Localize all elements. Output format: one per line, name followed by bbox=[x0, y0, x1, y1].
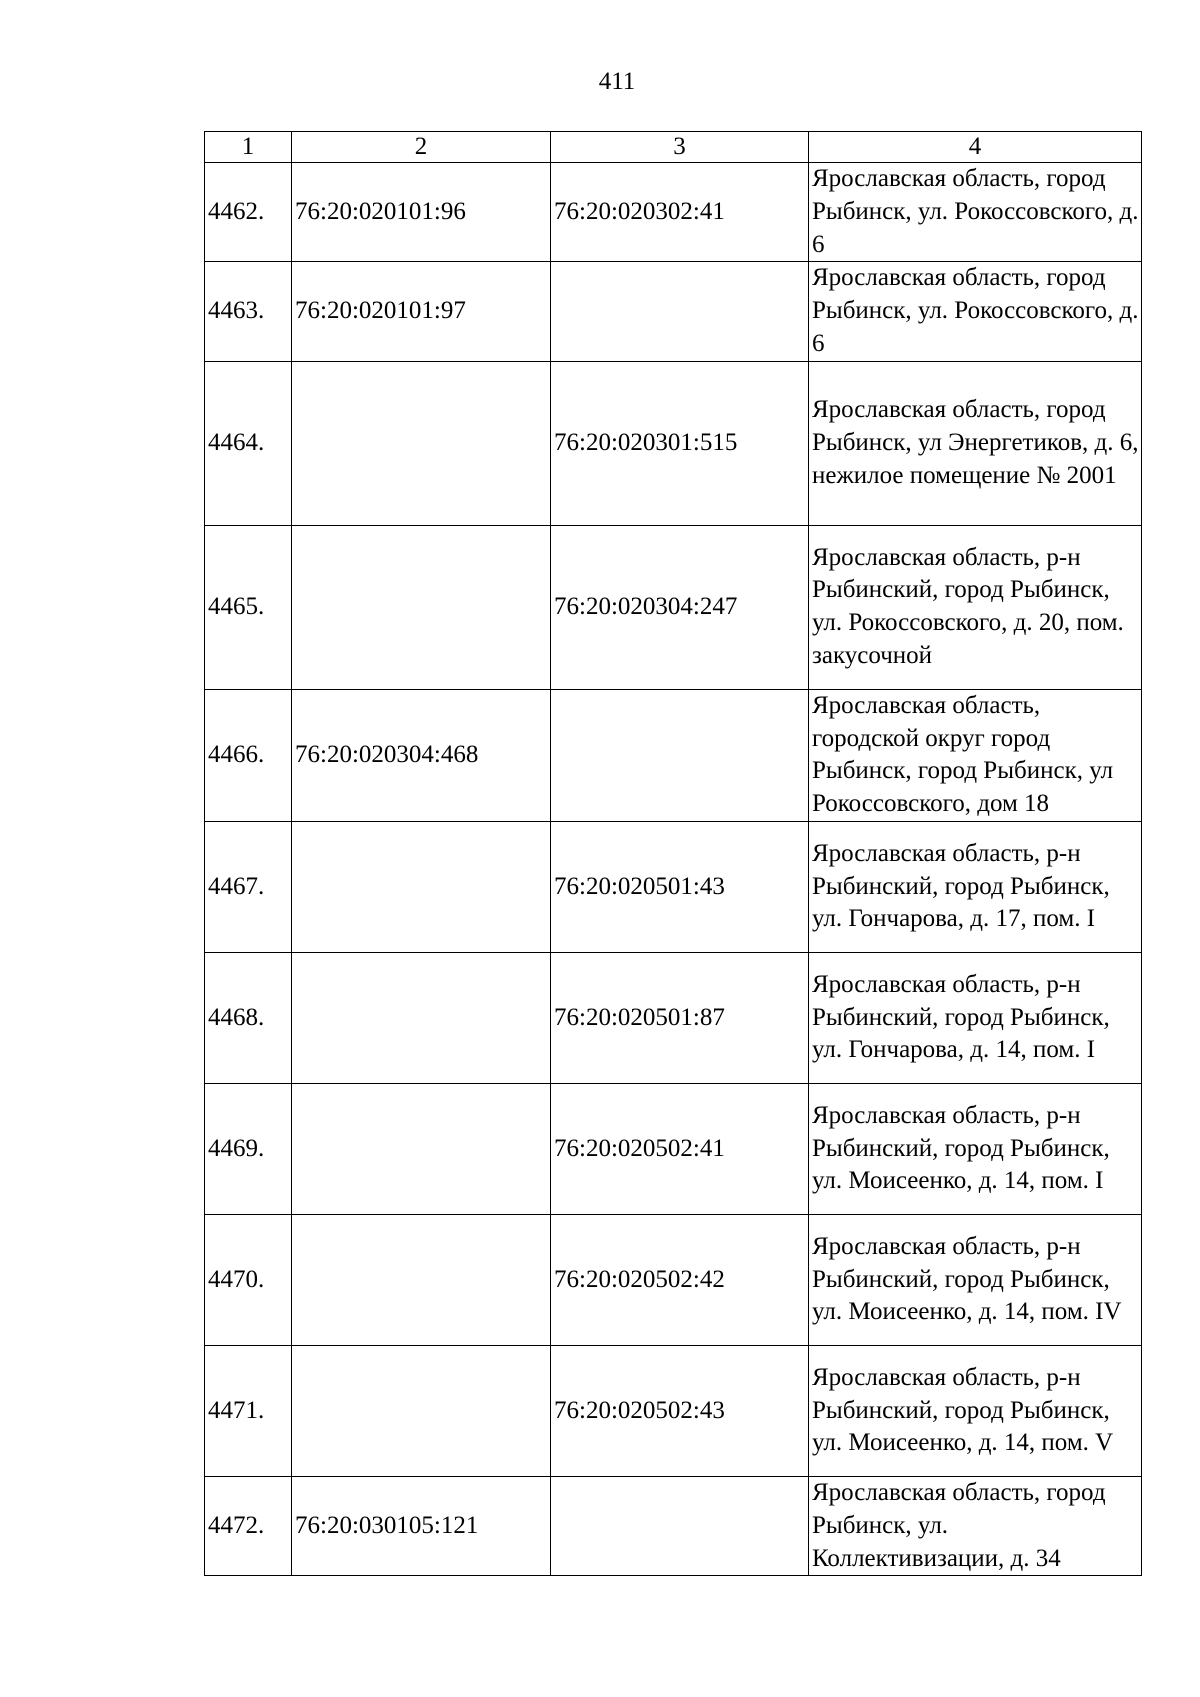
page-number: 411 bbox=[598, 68, 636, 95]
cadastral-number-col2-cell bbox=[292, 952, 551, 1083]
row-number-cell: 4471. bbox=[205, 1345, 292, 1476]
table-row bbox=[205, 361, 1142, 525]
cadastral-number-col2-cell bbox=[292, 1345, 551, 1476]
row-number-cell: 4470. bbox=[205, 1214, 292, 1345]
cadastral-number-col2-cell bbox=[292, 361, 551, 525]
address-cell: Ярославская область, р-н Рыбинский, город Рыбинск, ул. Гончарова, д. 17, пом. I bbox=[809, 821, 1142, 952]
cadastral-number-col3-cell bbox=[551, 1476, 809, 1575]
row-number-cell: 4462. bbox=[205, 163, 292, 262]
row-number-cell: 4464. bbox=[205, 361, 292, 525]
cadastral-number-col3-cell: 76:20:020302:41 bbox=[551, 163, 809, 262]
column-header: 3 bbox=[551, 132, 809, 163]
address-cell: Ярославская область, городской округ город Рыбинск, город Рыбинск, ул Рокоссовского, дом 18 bbox=[809, 689, 1142, 821]
address-cell: Ярославская область, город Рыбинск, ул. Рокоссовского, д. 6 bbox=[809, 262, 1142, 361]
cadastral-number-col3-cell bbox=[551, 689, 809, 821]
table-row bbox=[205, 1345, 1142, 1476]
table-row bbox=[205, 821, 1142, 952]
table-row bbox=[205, 689, 1142, 821]
cadastral-number-col2-cell: 76:20:030105:121 bbox=[292, 1476, 551, 1575]
address-cell: Ярославская область, город Рыбинск, ул. Рокоссовского, д. 6 bbox=[809, 163, 1142, 262]
address-cell: Ярославская область, р-н Рыбинский, город Рыбинск, ул. Моисеенко, д. 14, пом. IV bbox=[809, 1214, 1142, 1345]
cadastral-number-col2-cell bbox=[292, 1083, 551, 1214]
row-number-cell: 4472. bbox=[205, 1476, 292, 1575]
cadastral-number-col2-cell: 76:20:020101:97 bbox=[292, 262, 551, 361]
cadastral-number-col2-cell bbox=[292, 525, 551, 689]
cadastral-number-col3-cell: 76:20:020501:43 bbox=[551, 821, 809, 952]
row-number-cell: 4469. bbox=[205, 1083, 292, 1214]
address-cell: Ярославская область, р-н Рыбинский, город Рыбинск, ул. Гончарова, д. 14, пом. I bbox=[809, 952, 1142, 1083]
table-row bbox=[205, 1214, 1142, 1345]
cadastral-number-col2-cell bbox=[292, 1214, 551, 1345]
table-row bbox=[205, 525, 1142, 689]
table-row bbox=[205, 952, 1142, 1083]
cadastral-number-col3-cell: 76:20:020501:87 bbox=[551, 952, 809, 1083]
address-cell: Ярославская область, город Рыбинск, ул. Коллективизации, д. 34 bbox=[809, 1476, 1142, 1575]
cadastral-number-col2-cell: 76:20:020304:468 bbox=[292, 689, 551, 821]
cadastral-number-col3-cell bbox=[551, 262, 809, 361]
column-header: 2 bbox=[292, 132, 551, 163]
address-cell: Ярославская область, р-н Рыбинский, город Рыбинск, ул. Моисеенко, д. 14, пом. I bbox=[809, 1083, 1142, 1214]
column-header: 4 bbox=[809, 132, 1142, 163]
table-row bbox=[205, 163, 1142, 262]
address-cell: Ярославская область, р-н Рыбинский, город Рыбинск, ул. Моисеенко, д. 14, пом. V bbox=[809, 1345, 1142, 1476]
row-number-cell: 4467. bbox=[205, 821, 292, 952]
table-row bbox=[205, 1083, 1142, 1214]
address-cell: Ярославская область, р-н Рыбинский, город Рыбинск, ул. Рокоссовского, д. 20, пом. закусочной bbox=[809, 525, 1142, 689]
row-number-cell: 4466. bbox=[205, 689, 292, 821]
table-row bbox=[205, 1476, 1142, 1575]
row-number-cell: 4468. bbox=[205, 952, 292, 1083]
cadastral-number-col2-cell bbox=[292, 821, 551, 952]
cadastral-number-col2-cell: 76:20:020101:96 bbox=[292, 163, 551, 262]
cadastral-number-col3-cell: 76:20:020502:43 bbox=[551, 1345, 809, 1476]
table-row bbox=[205, 262, 1142, 361]
register-table bbox=[204, 131, 1142, 1576]
row-number-cell: 4465. bbox=[205, 525, 292, 689]
column-header: 1 bbox=[205, 132, 292, 163]
table-header-row bbox=[205, 132, 1142, 163]
address-cell: Ярославская область, город Рыбинск, ул Энергетиков, д. 6, нежилое помещение № 2001 bbox=[809, 361, 1142, 525]
cadastral-number-col3-cell: 76:20:020502:41 bbox=[551, 1083, 809, 1214]
cadastral-number-col3-cell: 76:20:020502:42 bbox=[551, 1214, 809, 1345]
row-number-cell: 4463. bbox=[205, 262, 292, 361]
cadastral-number-col3-cell: 76:20:020304:247 bbox=[551, 525, 809, 689]
cadastral-number-col3-cell: 76:20:020301:515 bbox=[551, 361, 809, 525]
